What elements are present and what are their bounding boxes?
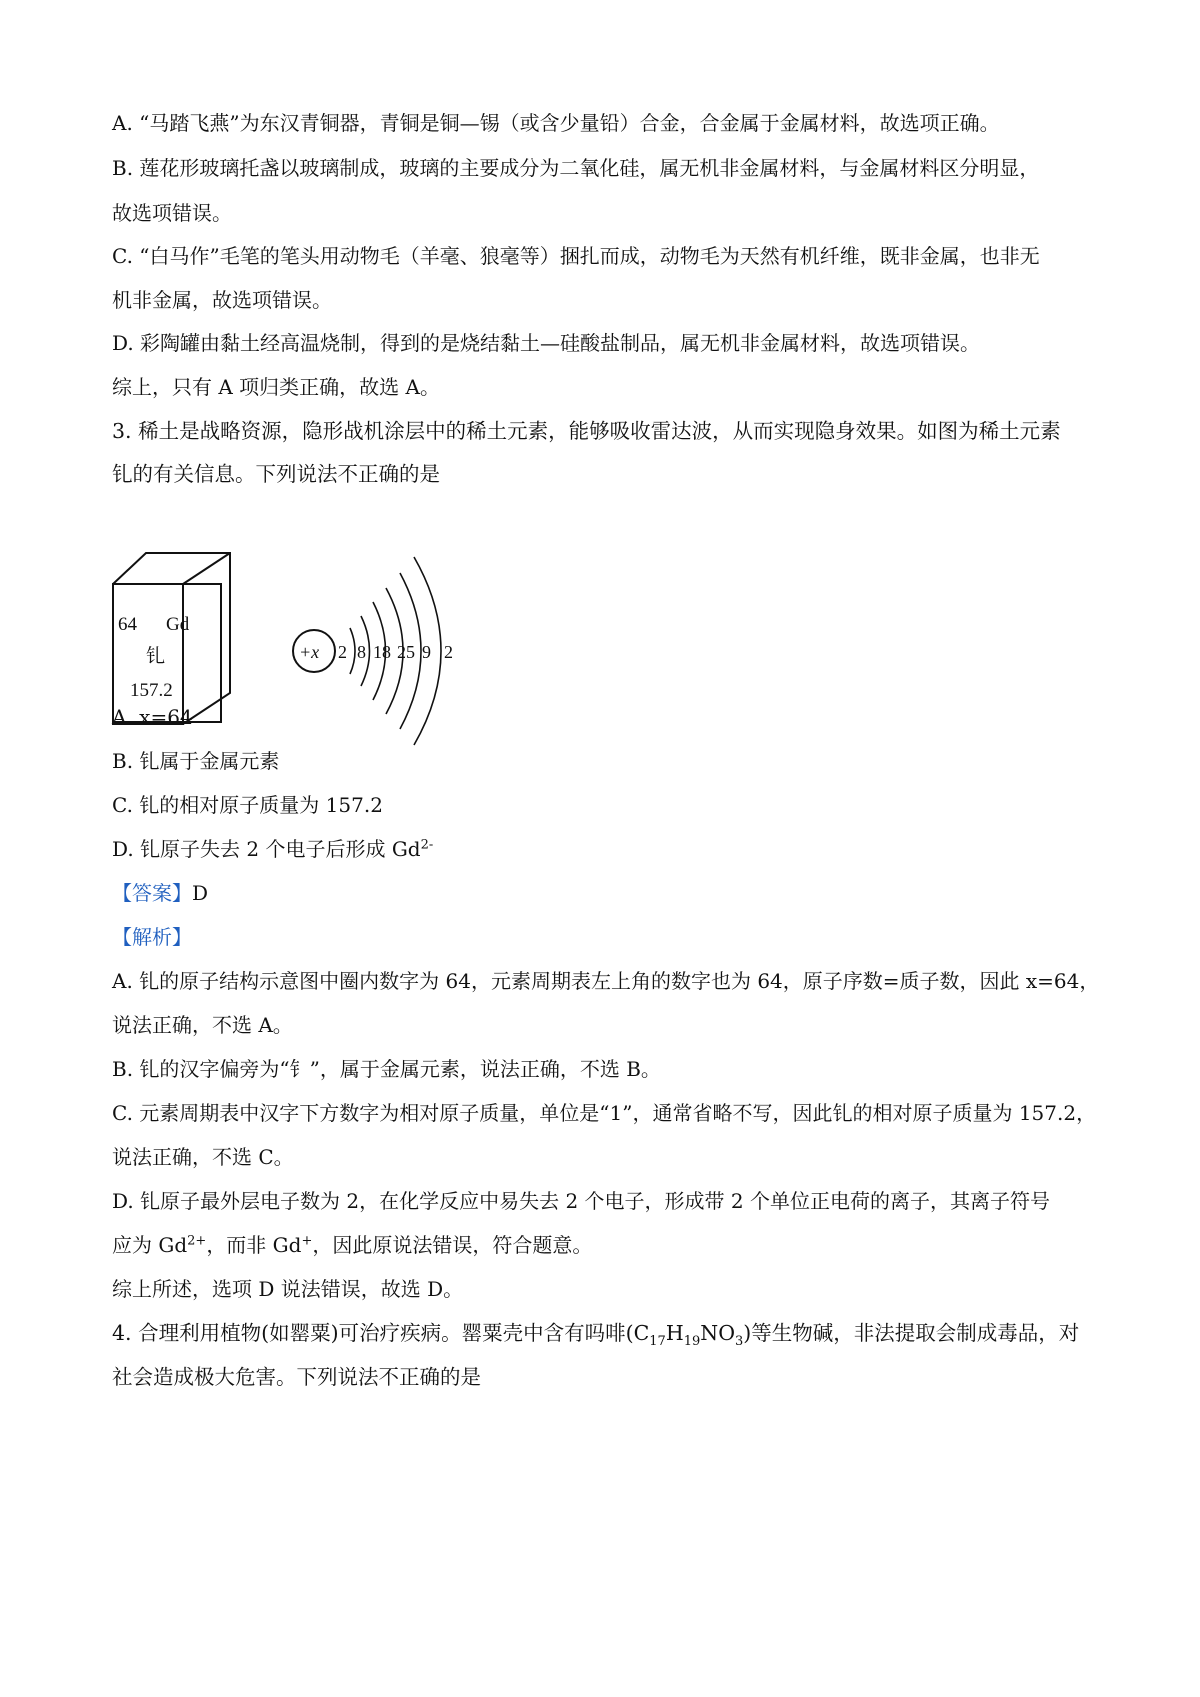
q2-summary: 综上，只有 A 项归类正确，故选 A。 [112,375,440,399]
q4-stem-line2: 社会造成极大危害。下列说法不正确的是 [112,1365,481,1389]
element-symbol: Gd [166,614,190,635]
q3-analysis-d-line2 [112,1230,1102,1260]
element-cell-edge [183,553,230,584]
q2-analysis-d: D. 彩陶罐由黏土经高温烧制，得到的是烧结黏土—硅酸盐制品，属无机非金属材料，故选项错误。 [112,331,981,355]
q2-analysis-b-line1: B. 莲花形玻璃托盏以玻璃制成，玻璃的主要成分为二氧化硅，属无机非金属材料，与金属材料区分明显， [112,156,1040,180]
q3-analysis-d-line1: D. 钆原子最外层电子数为 2，在化学反应中易失去 2 个电子，形成带 2 个单位正电荷的离子，其离子符号 [112,1189,1050,1213]
atomic-mass: 157.2 [130,680,173,701]
shell-count-5: 9 [422,642,431,662]
q4-text-d: )等生物碱，非法提取会制成毒品，对 [743,1321,1080,1345]
q4-sub-19: 19 [683,1334,701,1350]
shell-arc-1 [350,628,355,674]
shell-count-6: 2 [444,642,453,662]
shell-count-3: 18 [373,642,391,662]
q2-analysis-b-line2: 故选项错误。 [112,201,232,225]
element-name: 钆 [146,646,166,667]
d2-text-c: ，因此原说法错误，符合题意。 [312,1233,593,1257]
d2-text-b: ，而非 Gd [206,1233,302,1257]
atomic-number: 64 [118,614,137,635]
q3-stem-line2: 钆的有关信息。下列说法不正确的是 [112,462,440,486]
answer-value: D [192,881,209,905]
q3-analysis-c-line2: 说法正确，不选 C。 [112,1145,294,1169]
q3-option-d-text: D. 钆原子失去 2 个电子后形成 Gd [112,837,421,861]
q4-text-no: NO [700,1321,735,1345]
q2-analysis-c-line1: C. “白马作”毛笔的笔头用动物毛（羊毫、狼毫等）捆扎而成，动物毛为天然有机纤维，既非金属，也非无 [112,244,1040,268]
shell-count-2: 8 [357,642,366,662]
shell-count-4: 25 [397,642,415,662]
gadolinium-figure-svg [108,550,508,760]
q4-sub-3: 3 [735,1334,744,1350]
q2-analysis-c-line2: 机非金属，故选项错误。 [112,288,332,312]
gd-2plus-charge: 2+ [187,1233,207,1249]
d2-text-a: 应为 Gd [112,1233,188,1257]
element-cell-face [113,584,221,722]
q3-stem-line1: 3. 稀土是战略资源，隐形战机涂层中的稀土元素，能够吸收雷达波，从而实现隐身效果。如图为稀土元素 [112,419,1061,443]
q3-analysis-c-line1: C. 元素周期表中汉字下方数字为相对原子质量，单位是“1”，通常省略不写，因此钆的相对原子质量为 157.2， [112,1101,1097,1125]
q3-analysis-b: B. 钆的汉字偏旁为“钅”，属于金属元素，说法正确，不选 B。 [112,1057,661,1081]
q3-analysis-a-line2: 说法正确，不选 A。 [112,1013,293,1037]
q2-analysis-a: A. “马踏飞燕”为东汉青铜器，青铜是铜—锡（或含少量铅）合金，合金属于金属材料，故选项正确。 [112,111,1000,135]
q3-analysis-summary: 综上所述，选项 D 说法错误，故选 D。 [112,1277,464,1301]
q3-option-d-charge: 2- [420,837,434,853]
gd-plus-charge: + [301,1233,313,1249]
q4-sub-17: 17 [649,1334,666,1350]
shell-count-1: 2 [338,642,347,662]
q3-option-a: A. x=64 [112,705,193,729]
q3-analysis-tag-line [112,922,1102,952]
answer-tag: 【答案】 [112,881,192,905]
q3-option-d [112,834,1102,864]
q3-option-c: C. 钆的相对原子质量为 157.2 [112,793,383,817]
q4-stem-line1 [112,1318,1102,1348]
nucleus-charge: +x [299,642,320,662]
analysis-tag: 【解析】 [112,925,192,949]
q3-option-b: B. 钆属于金属元素 [112,749,280,773]
gadolinium-figure [108,550,508,760]
q4-text-a: 4. 合理利用植物(如罂粟)可治疗疾病。罂粟壳中含有吗啡(C [112,1321,650,1345]
q3-analysis-a-line1: A. 钆的原子结构示意图中圈内数字为 64，元素周期表左上角的数字也为 64，原子序数=质子数，因此 x=64， [112,969,1100,993]
q4-text-h: H [665,1321,684,1345]
q3-answer [112,878,1102,908]
